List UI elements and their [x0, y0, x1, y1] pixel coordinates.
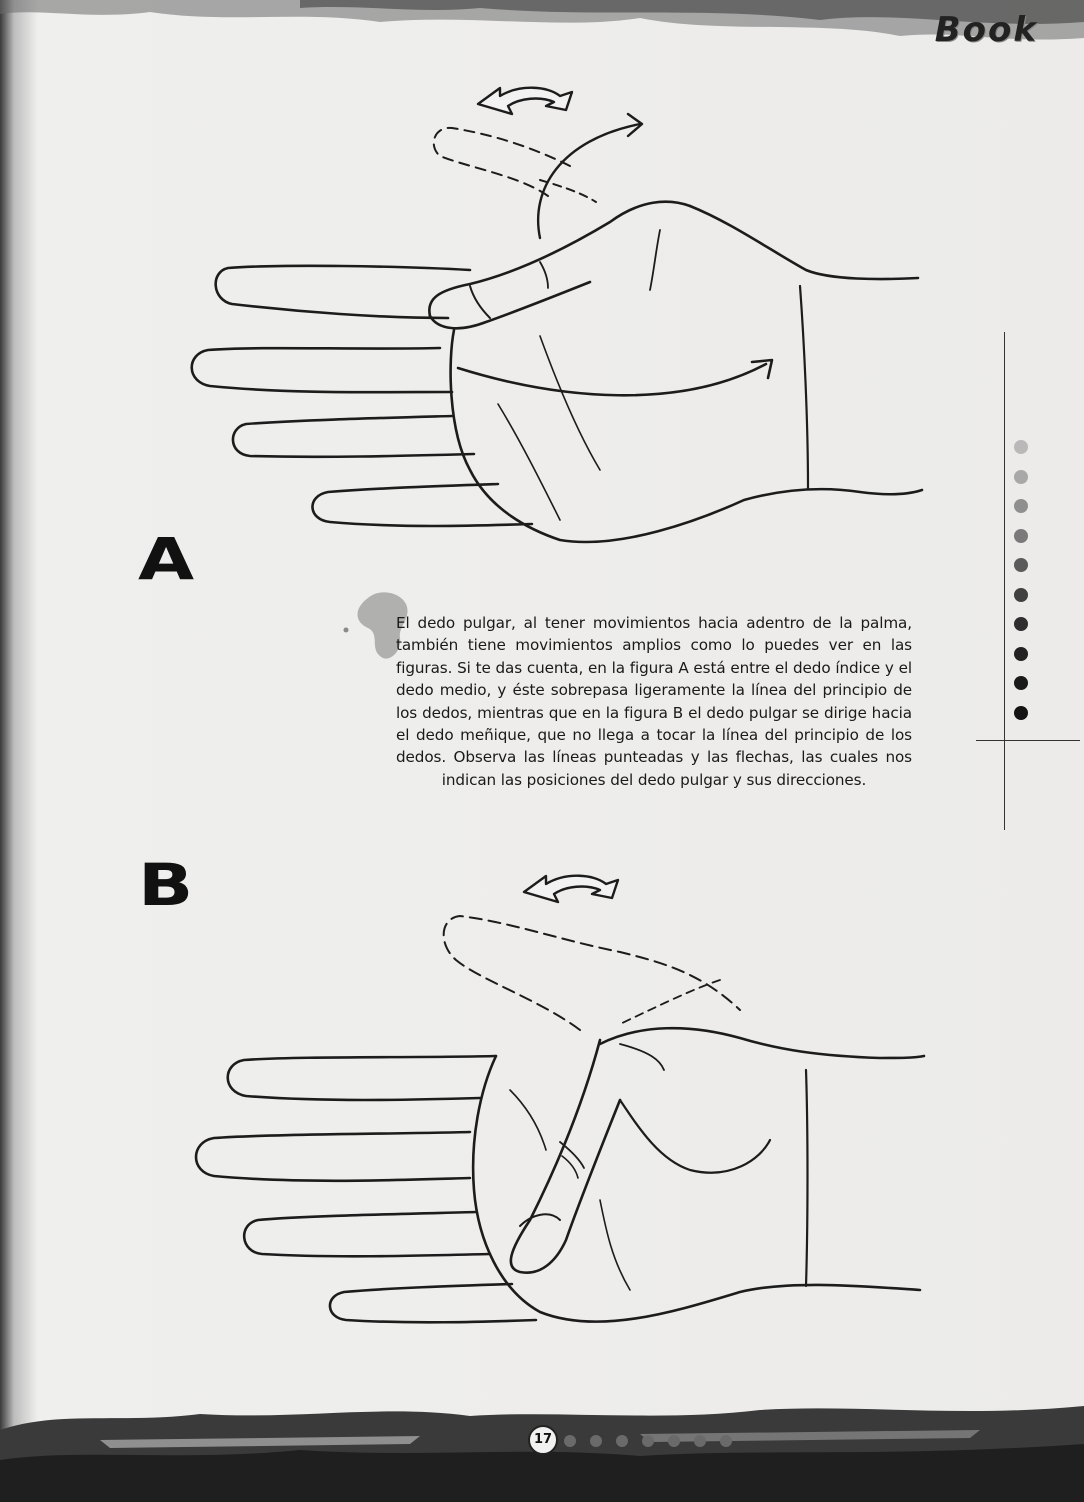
hand-figure-b: [196, 876, 924, 1323]
side-dot: [1014, 499, 1028, 513]
footer-dot: [720, 1435, 732, 1447]
side-dot: [1014, 558, 1028, 572]
hand-figure-a: [192, 88, 922, 542]
side-dot: [1014, 706, 1028, 720]
side-dot: [1014, 588, 1028, 602]
figure-a-label: A: [138, 525, 195, 593]
footer-dot: [590, 1435, 602, 1447]
footer-dot: [564, 1435, 576, 1447]
side-dot: [1014, 617, 1028, 631]
body-paragraph: El dedo pulgar, al tener movimientos hacia adentro de la palma, también tiene movimientos amplios como lo puedes ver en las figuras. Si te das cuenta, en la figura A está entre el dedo índice y el dedo medio, y éste sobrepasa ligeramente la línea del principio de los dedos, mientras que en la figura B el dedo pulgar se dirige hacia el dedo meñique, que no llega a tocar la línea del principio de los dedos. Observa las líneas punteadas y las flechas, las cuales nos indican las posiciones del dedo pulgar y sus direcciones.: [396, 614, 912, 789]
figure-b-label: B: [138, 851, 194, 919]
side-dot: [1014, 470, 1028, 484]
side-rule-vertical: [1004, 332, 1005, 830]
footer-dot: [694, 1435, 706, 1447]
side-dot: [1014, 676, 1028, 690]
rotate-arrow-icon: [478, 88, 572, 114]
page-number: 17: [528, 1425, 558, 1455]
footer-dot: [668, 1435, 680, 1447]
side-rule-horizontal: [976, 740, 1080, 741]
book-title: Book: [934, 10, 1038, 50]
side-dot: [1014, 529, 1028, 543]
footer-dot: [642, 1435, 654, 1447]
rotate-arrow-icon: [524, 876, 618, 902]
footer-dot: [616, 1435, 628, 1447]
footer-dots: [564, 1432, 746, 1451]
side-dot: [1014, 647, 1028, 661]
side-dot: [1014, 440, 1028, 454]
side-dot-column: [1014, 440, 1030, 735]
